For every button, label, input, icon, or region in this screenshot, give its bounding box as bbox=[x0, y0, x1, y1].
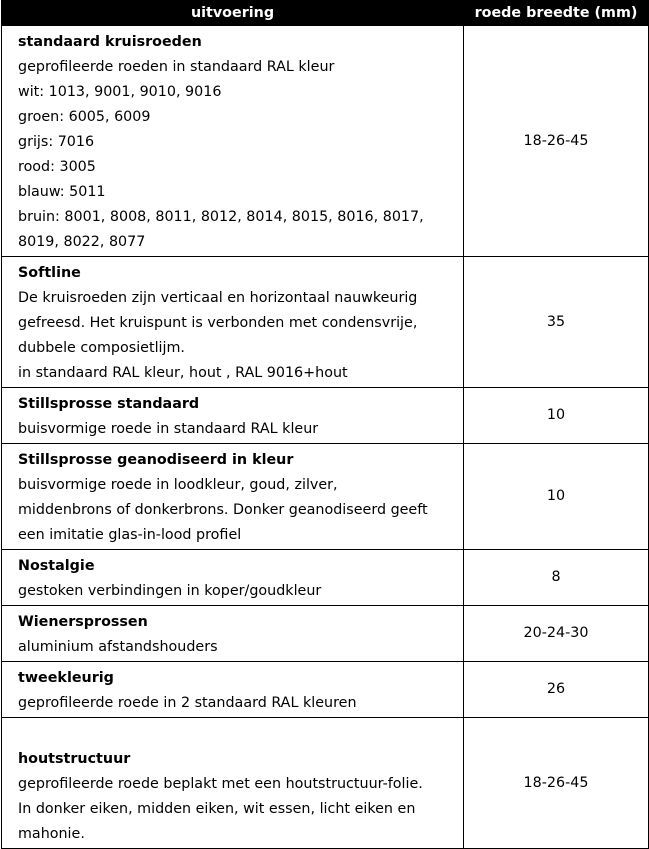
header-roede-breedte: roede breedte (mm) bbox=[464, 1, 649, 26]
table-row bbox=[2, 718, 649, 849]
table-row bbox=[2, 257, 649, 388]
row-line: De kruisroeden zijn verticaal en horizontaal nauwkeurig bbox=[18, 290, 418, 306]
description-cell bbox=[2, 388, 464, 444]
row-line: middenbrons of donkerbrons. Donker geanodiseerd geeft bbox=[18, 502, 428, 518]
row-line: geprofileerde roede in 2 standaard RAL kleuren bbox=[18, 695, 357, 711]
row-line: wit: 1013, 9001, 9010, 9016 bbox=[18, 84, 222, 100]
row-title: Stillsprosse geanodiseerd in kleur bbox=[18, 452, 294, 468]
row-line: groen: 6005, 6009 bbox=[18, 109, 151, 125]
row-line: gestoken verbindingen in koper/goudkleur bbox=[18, 583, 322, 599]
width-value: 8 bbox=[464, 550, 649, 606]
row-line: bruin: 8001, 8008, 8011, 8012, 8014, 8015, 8016, 8017, bbox=[18, 209, 424, 225]
table-row bbox=[2, 444, 649, 550]
description-cell bbox=[2, 257, 464, 388]
table-row bbox=[2, 26, 649, 257]
row-title: Stillsprosse standaard bbox=[18, 396, 200, 412]
row-line: geprofileerde roede beplakt met een houtstructuur-folie. bbox=[18, 776, 423, 792]
row-line: een imitatie glas-in-lood profiel bbox=[18, 527, 242, 543]
header-row bbox=[2, 1, 649, 26]
header-uitvoering: uitvoering bbox=[2, 1, 464, 26]
row-title: houtstructuur bbox=[18, 751, 131, 767]
description-cell bbox=[2, 662, 464, 718]
specs-table bbox=[1, 0, 649, 849]
width-value: 10 bbox=[464, 388, 649, 444]
width-value: 35 bbox=[464, 257, 649, 388]
row-line: buisvormige roede in standaard RAL kleur bbox=[18, 421, 319, 437]
table-row bbox=[2, 550, 649, 606]
row-title: Softline bbox=[18, 265, 81, 281]
row-line: dubbele composietlijm. bbox=[18, 340, 185, 356]
description-cell bbox=[2, 606, 464, 662]
row-spacer bbox=[18, 722, 457, 747]
row-line: gefreesd. Het kruispunt is verbonden met condensvrije, bbox=[18, 315, 418, 331]
row-line: aluminium afstandshouders bbox=[18, 639, 218, 655]
row-line: rood: 3005 bbox=[18, 159, 96, 175]
row-line: mahonie. bbox=[18, 826, 85, 842]
description-cell bbox=[2, 550, 464, 606]
width-value: 20-24-30 bbox=[464, 606, 649, 662]
row-line: buisvormige roede in loodkleur, goud, zilver, bbox=[18, 477, 338, 493]
row-line: grijs: 7016 bbox=[18, 134, 95, 150]
row-title: Nostalgie bbox=[18, 558, 95, 574]
row-title: standaard kruisroeden bbox=[18, 34, 202, 50]
row-line: in standaard RAL kleur, hout , RAL 9016+hout bbox=[18, 365, 348, 381]
table-row bbox=[2, 662, 649, 718]
width-value: 18-26-45 bbox=[464, 718, 649, 849]
row-line: geprofileerde roeden in standaard RAL kleur bbox=[18, 59, 335, 75]
width-value: 10 bbox=[464, 444, 649, 550]
row-title: Wienersprossen bbox=[18, 614, 148, 630]
table-row bbox=[2, 606, 649, 662]
row-line: blauw: 5011 bbox=[18, 184, 106, 200]
width-value: 26 bbox=[464, 662, 649, 718]
description-cell bbox=[2, 26, 464, 257]
description-cell bbox=[2, 444, 464, 550]
description-cell bbox=[2, 718, 464, 849]
row-line: 8019, 8022, 8077 bbox=[18, 234, 146, 250]
row-line: In donker eiken, midden eiken, wit essen, licht eiken en bbox=[18, 801, 416, 817]
row-title: tweekleurig bbox=[18, 670, 114, 686]
table-row bbox=[2, 388, 649, 444]
width-value: 18-26-45 bbox=[464, 26, 649, 257]
